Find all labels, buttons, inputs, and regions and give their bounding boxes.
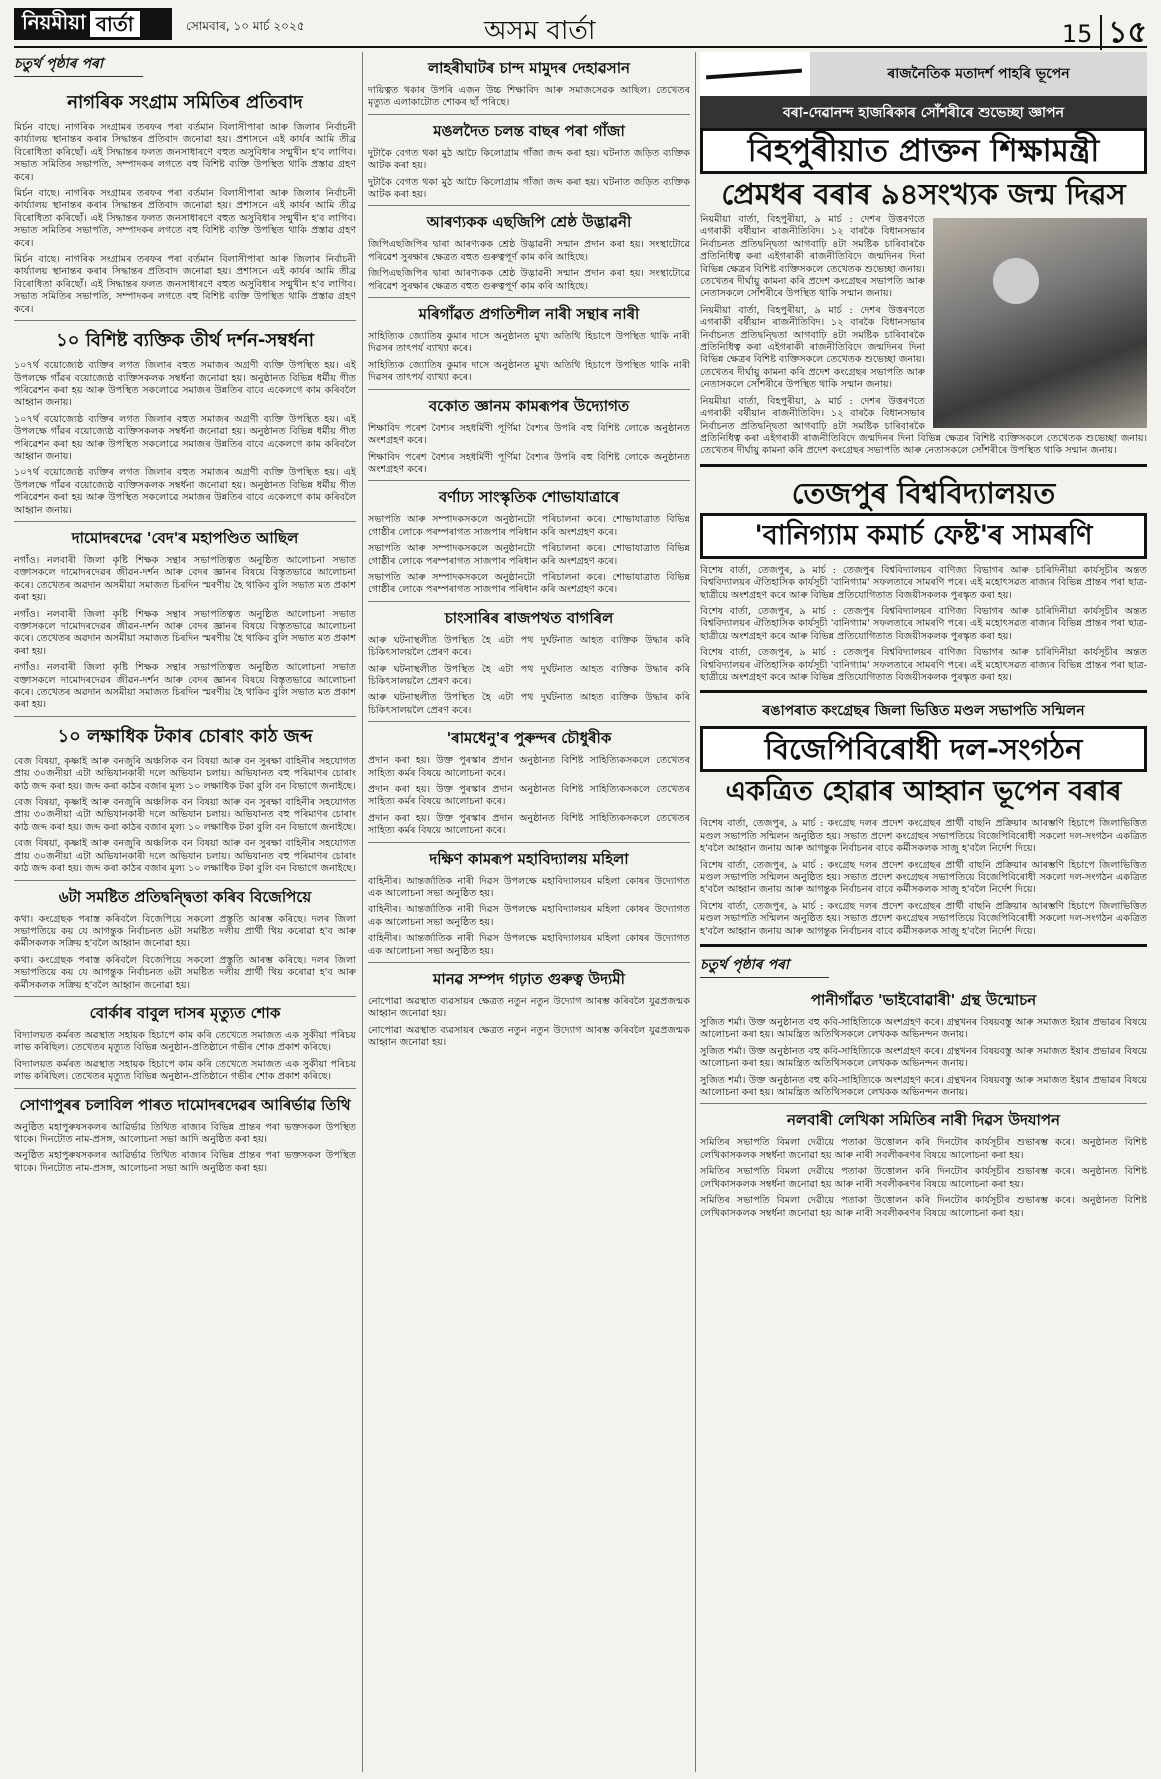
article-body: প্ৰদান কৰা হয়। উক্ত পুৰস্কাৰ প্ৰদান অনুষ্ঠানত বিশিষ্ট সাহিত্যিকসকলে তেখেতৰ সাহিত্য কৰ্মৰ বিষয়ে আলোচনা কৰে। — [368, 755, 690, 779]
article-body: অনুষ্ঠিত মহাপুৰুষসকলৰ আৱিৰ্ভাৱ তিথিত ৰাজ্যৰ বিভিন্ন প্ৰান্তৰ পৰা ভক্তসকল উপস্থিত থাকে। দিনটোত নাম-প্ৰসঙ্গ, আলোচনা সভা আদি অনুষ্ঠিত কৰা হয়। — [14, 1121, 356, 1145]
article-body: বাহিনীৰ। আন্তৰ্জাতিক নাৰী দিৱস উপলক্ষে মহাবিদ্যালয়ৰ মহিলা কোষৰ উদ্যোগত এক আলোচনা সভা অনুষ্ঠিত হয়। — [368, 933, 690, 957]
article-body: ১০৭ৰ্থ বয়োজ্যেষ্ঠ ব্যক্তিৰ লগত জিলাৰ বহুত সমাজৰ অগ্ৰণী ব্যক্তি উপস্থিত হয়। এই উপলক্ষে গাঁৱৰ বয়োজ্যেষ্ঠ ব্যক্তিসকলক সম্বৰ্ধনা জনোৱা হয়। অনুষ্ঠানত বিভিন্ন ধৰ্মীয় গীত পৰিৱেশন কৰা হয় আৰু উপস্থিত সকলোৱে সমাজৰ উন্নতিৰ বাবে একেলগে কাম কৰিবলৈ আহ্বান জনায়। — [14, 360, 356, 409]
article-title[interactable]: আৰণ্যকক এছজিপি শ্ৰেষ্ঠ উদ্ভাৱনী — [426, 213, 632, 232]
logo-text-a: নিয়মীয়া — [22, 9, 86, 34]
article-body: বিশেষ বাৰ্তা, তেজপুৰ, ৯ মাৰ্চ : কংগ্ৰেছ দলৰ প্ৰদেশ কংগ্ৰেছৰ প্ৰাৰ্থী বাছনি প্ৰক্ৰিয়াৰ আৰম্ভণি হিচাপে জিলাভিত্তিত মণ্ডল সভাপতি সন্মিলন অনুষ্ঠিত হয়। সভাত প্ৰদেশ কংগ্ৰেছৰ সভাপতিয়ে বিজেপিবিৰোধী সকলো দল-সংগঠন একত্ৰিত হ'বলৈ আহ্বান জনায় আৰু আগন্তুক নিৰ্বাচনৰ বাবে কৰ্মীসকলক সাজু হ'বলৈ নিৰ্দেশ দিয়ে। — [700, 859, 1147, 896]
article-body: আৰু ঘটনাস্থলীত উপস্থিত হৈ এটা পথ দুৰ্ঘটনাত আহত ব্যক্তিক উদ্ধাৰ কৰি চিকিৎসালয়লৈ প্ৰেৰণ কৰে। — [368, 634, 690, 659]
article-title[interactable]: মৰিগাঁৱত প্ৰগতিশীল নাৰী সন্থাৰ নাৰী — [418, 305, 640, 324]
article-body: সভাপতি আৰু সম্পাদকসকলে অনুষ্ঠানটো পৰিচালনা কৰে। শোভাযাত্ৰাত বিভিন্ন গোষ্ঠীৰ লোকে পৰম্পৰাগত সাজপাৰ পৰিধান কৰি অংশগ্ৰহণ কৰে। — [368, 514, 690, 538]
article-body: বিদ্যালয়ত কৰ্মৰত অৱস্থাত সহায়ক হিচাপে কাম কৰি তেখেতে সমাজত এক সুকীয়া পৰিচয় লাভ কৰিছিল। তেখেতৰ মৃত্যুত বিভিন্ন অনুষ্ঠান-প্ৰতিষ্ঠানে গভীৰ শোক প্ৰকাশ কৰিছে। — [14, 1058, 356, 1083]
article-body: বেজ বিষয়া, কৃষ্ণাই আৰু বনজুৰি অঞ্চলিক বন বিষয়া আৰু বন সুৰক্ষা বাহিনীৰ সহযোগত প্ৰায় ৩০জনীয়া এটা অভিযানকাৰী দলে অভিযান চলায়। অভিযানত বহু পৰিমাণৰ চোৰাং কাঠ জব্দ কৰা হয়। জব্দ কৰা কাঠৰ বজাৰ মূল্য ১০ লক্ষাধিক টকা বুলি বন বিভাগে জনাইছে। — [14, 755, 356, 792]
article-body: নোপোৱা অৱস্থাত ব্যৱসায়ৰ ক্ষেত্ৰত নতুন নতুন উদ্যোগ আৰম্ভ কৰিবলৈ যুৱপ্ৰজন্মক আহ্বান জনোৱা হয়। — [368, 996, 690, 1020]
right-column — [700, 128, 1147, 1772]
article-body: সমিতিৰ সভাপতি বিমলা দেৱীয়ে পতাকা উত্তোলন কৰি দিনটোৰ কাৰ্যসূচীৰ শুভাৰম্ভ কৰে। অনুষ্ঠানত বিশিষ্ট লেখিকাসকলক সম্বৰ্ধনা জনোৱা হয় আৰু নাৰী সবলীকৰণৰ বিষয়ে আলোচনা কৰা হয়। — [700, 1137, 1147, 1161]
article-body: শিক্ষাবিদ পৰেশ বৈশ্যৰ সহধৰ্মিণী পূৰ্ণিমা বৈশ্যৰ উপৰি বহু বিশিষ্ট লোকে অনুষ্ঠানত অংশগ্ৰহণ কৰে। — [368, 422, 690, 447]
article-body: সমিতিৰ সভাপতি বিমলা দেৱীয়ে পতাকা উত্তোলন কৰি দিনটোৰ কাৰ্যসূচীৰ শুভাৰম্ভ কৰে। অনুষ্ঠানত বিশিষ্ট লেখিকাসকলক সম্বৰ্ধনা জনোৱা হয় আৰু নাৰী সবলীকৰণৰ বিষয়ে আলোচনা কৰা হয়। — [700, 1166, 1147, 1190]
divider — [368, 842, 690, 843]
divider — [700, 464, 1147, 467]
article-title[interactable]: নলবাৰী লেখিকা সমিতিৰ নাৰী দিৱস উদযাপন — [786, 1111, 1061, 1130]
article-body: নিয়মীয়া বাৰ্তা, বিহপুৰীয়া, ৯ মাৰ্চ : দেশৰ উত্তৰণতে এগৰাকী বৰ্ষীয়ান ৰাজনীতিবিদ। ১২ বাৰকৈ বিধানসভাৰ নিৰ্বাচনত প্ৰতিদ্বন্দ্বিতা আগবাঢ়ি ৪টা সমষ্টিক চাৰিবাৰকৈ প্ৰতিনিধিত্ব কৰা এইগৰাকী ৰাজনীতিবিদে জন্মদিনৰ দিনা বিভিন্ন ক্ষেত্ৰৰ বিশিষ্ট ব্যক্তিসকলে তেখেতক শুভেচ্ছা জনায়। তেখেতৰ দীৰ্ঘায়ু কামনা কৰি প্ৰদেশ কংগ্ৰেছৰ সভাপতি আৰু নেতাসকলে সোঁশৰীৰে উপস্থিত থাকি সন্মান জনায়। — [700, 214, 925, 300]
article-body: শিক্ষাবিদ পৰেশ বৈশ্যৰ সহধৰ্মিণী পূৰ্ণিমা বৈশ্যৰ উপৰি বহু বিশিষ্ট লোকে অনুষ্ঠানত অংশগ্ৰহণ কৰে। — [368, 451, 690, 475]
article-body: বাহিনীৰ। আন্তৰ্জাতিক নাৰী দিৱস উপলক্ষে মহাবিদ্যালয়ৰ মহিলা কোষৰ উদ্যোগত এক আলোচনা সভা অনুষ্ঠিত হয়। — [368, 904, 690, 928]
continued-label: চতুৰ্থ পৃষ্ঠাৰ পৰা — [14, 52, 143, 77]
logo-text-b: বাৰ্তা — [90, 11, 140, 37]
article-body: দায়িত্বত থকাৰ উপৰি এজন উচ্চ শিক্ষাবিদ আৰু সমাজসেৱক আছিল। তেখেতৰ মৃত্যুত এলাকাটোত শোকৰ ছাঁ পৰিছে। — [368, 85, 690, 109]
article-title[interactable]: ৬টা সমষ্টিত প্ৰতিদ্বন্দ্বিতা কৰিব বিজেপিয়ে — [58, 887, 312, 906]
continued-label: চতুৰ্থ পৃষ্ঠাৰ পৰা — [700, 953, 829, 978]
article-body: সমিতিৰ সভাপতি বিমলা দেৱীয়ে পতাকা উত্তোলন কৰি দিনটোৰ কাৰ্যসূচীৰ শুভাৰম্ভ কৰে। অনুষ্ঠানত বিশিষ্ট লেখিকাসকলক সম্বৰ্ধনা জনোৱা হয় আৰু নাৰী সবলীকৰণৰ বিষয়ে আলোচনা কৰা হয়। — [700, 1195, 1147, 1219]
article-body: বিশেষ বাৰ্তা, তেজপুৰ, ৯ মাৰ্চ : কংগ্ৰেছ দলৰ প্ৰদেশ কংগ্ৰেছৰ প্ৰাৰ্থী বাছনি প্ৰক্ৰিয়াৰ আৰম্ভণি হিচাপে জিলাভিত্তিত মণ্ডল সভাপতি সন্মিলন অনুষ্ঠিত হয়। সভাত প্ৰদেশ কংগ্ৰেছৰ সভাপতিয়ে বিজেপিবিৰোধী সকলো দল-সংগঠন একত্ৰিত হ'বলৈ আহ্বান জনায় আৰু আগন্তুক নিৰ্বাচনৰ বাবে কৰ্মীসকলক সাজু হ'বলৈ নিৰ্দেশ দিয়ে। — [700, 818, 1147, 855]
pen-icon — [700, 52, 810, 96]
divider — [14, 521, 356, 522]
article-body: বিশেষ বাৰ্তা, তেজপুৰ, ৯ মাৰ্চ : তেজপুৰ বিশ্ববিদ্যালয়ৰ বাণিজ্য বিভাগৰ আৰু চাৰিদিনীয়া কাৰ্যসূচীৰ অন্তত বিশ্ববিদ্যালয়ৰ ঐতিহাসিক কাৰ্যসূচী 'বানিগ্যাম' সফলতাৰে সামৰণি পৰে। এই মহোৎসৱত ৰাজ্যৰ বিভিন্ন প্ৰান্তৰ পৰা ছাত্ৰ-ছাত্ৰীয়ে অংশগ্ৰহণ কৰে আৰু বিভিন্ন প্ৰতিযোগিতাত বিজয়ীসকলক পুৰস্কৃত কৰা হয়। — [700, 564, 1147, 601]
lead-headline-2[interactable]: প্ৰেমধৰ বৰাৰ ৯৪সংখ্যক জন্ম দিৱস — [721, 177, 1126, 211]
page-number-local: ১৫ — [1100, 15, 1147, 50]
article-body: বিদ্যালয়ত কৰ্মৰত অৱস্থাত সহায়ক হিচাপে কাম কৰি তেখেতে সমাজত এক সুকীয়া পৰিচয় লাভ কৰিছিল। তেখেতৰ মৃত্যুত বিভিন্ন অনুষ্ঠান-প্ৰতিষ্ঠানে গভীৰ শোক প্ৰকাশ কৰিছে। — [14, 1029, 356, 1054]
article-body: নগাঁও। নলবাৰী জিলা কৃষ্টি শিক্ষক সন্থাৰ সভাপতিত্বত অনুষ্ঠিত আলোচনা সভাত বক্তাসকলে দামোদৰদেৱৰ জীৱন-দৰ্শন আৰু বেদৰ জ্ঞানৰ বিষয়ে বিস্তৃতভাৱে আলোচনা কৰে। তেখেতৰ অৱদান অসমীয়া সমাজত চিৰদিন স্মৰণীয় হৈ থাকিব বুলি সভাত মত প্ৰকাশ কৰা হয়। — [14, 554, 356, 604]
banner-line-1[interactable]: ৰাজনৈতিক মতাদৰ্শ পাহৰি ভূপেন — [887, 66, 1070, 82]
article-title[interactable]: বৰ্ণাঢ্য সাংস্কৃতিক শোভাযাত্ৰাৰে — [438, 488, 620, 507]
article-body: বিশেষ বাৰ্তা, তেজপুৰ, ৯ মাৰ্চ : তেজপুৰ বিশ্ববিদ্যালয়ৰ বাণিজ্য বিভাগৰ আৰু চাৰিদিনীয়া কাৰ্যসূচীৰ অন্তত বিশ্ববিদ্যালয়ৰ ঐতিহাসিক কাৰ্যসূচী 'বানিগ্যাম' সফলতাৰে সামৰণি পৰে। এই মহোৎসৱত ৰাজ্যৰ বিভিন্ন প্ৰান্তৰ পৰা ছাত্ৰ-ছাত্ৰীয়ে অংশগ্ৰহণ কৰে আৰু বিভিন্ন প্ৰতিযোগিতাত বিজয়ীসকলক পুৰস্কৃত কৰা হয়। — [700, 605, 1147, 642]
article-title[interactable]: সোণাপুৰৰ চলাবিল পাৰত দামোদৰদেৱৰ আৰিৰ্ভাৱ তিথি — [19, 1095, 351, 1114]
article-title[interactable]: ১০ বিশিষ্ট ব্যক্তিক তীৰ্থ দৰ্শন-সম্বৰ্ধনা — [56, 330, 314, 352]
article-body: অনুষ্ঠিত মহাপুৰুষসকলৰ আৱিৰ্ভাৱ তিথিত ৰাজ্যৰ বিভিন্ন প্ৰান্তৰ পৰা ভক্তসকল উপস্থিত থাকে। দিনটোত নাম-প্ৰসঙ্গ, আলোচনা সভা আদি অনুষ্ঠিত কৰা হয়। — [14, 1150, 356, 1174]
article-title[interactable]: চাংসাৰিৰ ৰাজপথত বাগৰিল — [444, 608, 614, 627]
newspaper-logo[interactable] — [14, 8, 172, 40]
university-headline-2[interactable]: 'বানিগ্যাম কমাৰ্চ ফেষ্ট'ৰ সামৰণি — [700, 513, 1147, 559]
article-body: নিয়মীয়া বাৰ্তা, বিহপুৰীয়া, ৯ মাৰ্চ : দেশৰ উত্তৰণতে এগৰাকী বৰ্ষীয়ান ৰাজনীতিবিদ। ১২ বাৰকৈ বিধানসভাৰ নিৰ্বাচনত প্ৰতিদ্বন্দ্বিতা আগবাঢ়ি ৪টা সমষ্টিক চাৰিবাৰকৈ প্ৰতিনিধিত্ব কৰা এইগৰাকী ৰাজনীতিবিদে জন্মদিনৰ দিনা বিভিন্ন ক্ষেত্ৰৰ বিশিষ্ট ব্যক্তিসকলে তেখেতক শুভেচ্ছা জনায়। তেখেতৰ দীৰ্ঘায়ু কামনা কৰি প্ৰদেশ কংগ্ৰেছৰ সভাপতি আৰু নেতাসকলে সোঁশৰীৰে উপস্থিত থাকি সন্মান জনায়। — [700, 395, 1147, 457]
article-body: আৰু ঘটনাস্থলীত উপস্থিত হৈ এটা পথ দুৰ্ঘটনাত আহত ব্যক্তিক উদ্ধাৰ কৰি চিকিৎসালয়লৈ প্ৰেৰণ কৰে। — [368, 692, 690, 716]
article-body: নিয়মীয়া বাৰ্তা, বিহপুৰীয়া, ৯ মাৰ্চ : দেশৰ উত্তৰণতে এগৰাকী বৰ্ষীয়ান ৰাজনীতিবিদ। ১২ বাৰকৈ বিধানসভাৰ নিৰ্বাচনত প্ৰতিদ্বন্দ্বিতা আগবাঢ়ি ৪টা সমষ্টিক চাৰিবাৰকৈ প্ৰতিনিধিত্ব কৰা এইগৰাকী ৰাজনীতিবিদে জন্মদিনৰ দিনা বিভিন্ন ক্ষেত্ৰৰ বিশিষ্ট ব্যক্তিসকলে তেখেতক শুভেচ্ছা জনায়। তেখেতৰ দীৰ্ঘায়ু কামনা কৰি প্ৰদেশ কংগ্ৰেছৰ সভাপতি আৰু নেতাসকলে সোঁশৰীৰে উপস্থিত থাকি সন্মান জনায়। — [700, 304, 925, 391]
page-number-latin: 15 — [1061, 20, 1093, 48]
divider — [368, 389, 690, 390]
issue-date: সোমবাৰ, ১০ মাৰ্চ ২০২৫ — [186, 19, 305, 33]
divider — [368, 297, 690, 298]
divider — [368, 205, 690, 206]
divider — [14, 1088, 356, 1089]
divider — [14, 996, 356, 997]
column-rule — [362, 52, 363, 1772]
divider — [368, 480, 690, 481]
article-body: প্ৰদান কৰা হয়। উক্ত পুৰস্কাৰ প্ৰদান অনুষ্ঠানত বিশিষ্ট সাহিত্যিকসকলে তেখেতৰ সাহিত্য কৰ্মৰ বিষয়ে আলোচনা কৰে। — [368, 812, 690, 837]
masthead — [14, 6, 1147, 48]
article-body: সভাপতি আৰু সম্পাদকসকলে অনুষ্ঠানটো পৰিচালনা কৰে। শোভাযাত্ৰাত বিভিন্ন গোষ্ঠীৰ লোকে পৰম্পৰাগত সাজপাৰ পৰিধান কৰি অংশগ্ৰহণ কৰে। — [368, 571, 690, 596]
article-body: ১০৭ৰ্থ বয়োজ্যেষ্ঠ ব্যক্তিৰ লগত জিলাৰ বহুত সমাজৰ অগ্ৰণী ব্যক্তি উপস্থিত হয়। এই উপলক্ষে গাঁৱৰ বয়োজ্যেষ্ঠ ব্যক্তিসকলক সম্বৰ্ধনা জনোৱা হয়। অনুষ্ঠানত বিভিন্ন ধৰ্মীয় গীত পৰিৱেশন কৰা হয় আৰু উপস্থিত সকলোৱে সমাজৰ উন্নতিৰ বাবে একেলগে কাম কৰিবলৈ আহ্বান জনায়। — [14, 467, 356, 516]
article-body: মিৰ্চন বাছে। নাগৰিক সংগ্ৰামৰ তৰফৰ পৰা বৰ্তমান বিলাসীপাৰা আৰু জিলাৰ নিৰ্বাচনী কাৰ্য্যালয় স্থানান্তৰ কৰাৰ সিদ্ধান্তৰ প্ৰতিবাদ জনোৱা হয়। প্ৰশাসনে এই কাৰ্যৰ আমি তীব্ৰ বিৰোধিতা কৰিছোঁ। এই সিদ্ধান্তৰ ফলত জনসাধাৰণে বহুত অসুবিধাৰ সন্মুখীন হ'ব লাগিব। সভাত সমিতিৰ সভাপতি, সম্পাদকৰ লগতে বহু বিশিষ্ট ব্যক্তি উপস্থিত থাকি প্ৰস্তাৱ গ্ৰহণ কৰে। — [14, 188, 356, 249]
birthday-photo[interactable] — [933, 218, 1147, 428]
divider — [700, 1103, 1147, 1104]
article-body: নোপোৱা অৱস্থাত ব্যৱসায়ৰ ক্ষেত্ৰত নতুন নতুন উদ্যোগ আৰম্ভ কৰিবলৈ যুৱপ্ৰজন্মক আহ্বান জনোৱা হয়। — [368, 1024, 690, 1049]
article-body: সভাপতি আৰু সম্পাদকসকলে অনুষ্ঠানটো পৰিচালনা কৰে। শোভাযাত্ৰাত বিভিন্ন গোষ্ঠীৰ লোকে পৰম্পৰাগত সাজপাৰ পৰিধান কৰি অংশগ্ৰহণ কৰে। — [368, 543, 690, 567]
article-body: বেজ বিষয়া, কৃষ্ণাই আৰু বনজুৰি অঞ্চলিক বন বিষয়া আৰু বন সুৰক্ষা বাহিনীৰ সহযোগত প্ৰায় ৩০জনীয়া এটা অভিযানকাৰী দলে অভিযান চলায়। অভিযানত বহু পৰিমাণৰ চোৰাং কাঠ জব্দ কৰা হয়। জব্দ কৰা কাঠৰ বজাৰ মূল্য ১০ লক্ষাধিক টকা বুলি বন বিভাগে জনাইছে। — [14, 838, 356, 875]
article-body: সাহিত্যিক জ্যোতিষ কুমাৰ দাসে অনুষ্ঠানত মুখ্য অতিথি হিচাপে উপস্থিত থাকি নাৰী দিৱসৰ তাৎপৰ্য ব্যাখ্যা কৰে। — [368, 359, 690, 384]
article-title[interactable]: পানীগাঁৱত 'ভাইবোৱাৰী' গ্ৰন্থ উন্মোচন — [810, 991, 1037, 1010]
article-body: বিশেষ বাৰ্তা, তেজপুৰ, ৯ মাৰ্চ : তেজপুৰ বিশ্ববিদ্যালয়ৰ বাণিজ্য বিভাগৰ আৰু চাৰিদিনীয়া কাৰ্যসূচীৰ অন্তত বিশ্ববিদ্যালয়ৰ ঐতিহাসিক কাৰ্যসূচী 'বানিগ্যাম' সফলতাৰে সামৰণি পৰে। এই মহোৎসৱত ৰাজ্যৰ বিভিন্ন প্ৰান্তৰ পৰা ছাত্ৰ-ছাত্ৰীয়ে অংশগ্ৰহণ কৰে আৰু বিভিন্ন প্ৰতিযোগিতাত বিজয়ীসকলক পুৰস্কৃত কৰা হয়। — [700, 647, 1147, 683]
divider — [368, 601, 690, 602]
article-body: কথা। কংগ্ৰেছক পৰাস্ত কৰিবলৈ বিজেপিয়ে সকলো প্ৰস্তুতি আৰম্ভ কৰিছে। দলৰ জিলা সভাপতিয়ে কয় যে আগন্তুক নিৰ্বাচনত ৬টা সমষ্টিত দলীয় প্ৰাৰ্থী থিয় কৰোৱা হ'ব আৰু কৰ্মীসকলক সক্ৰিয় হ'বলৈ আহ্বান জনোৱা হয়। — [14, 954, 356, 991]
university-headline-1[interactable]: তেজপুৰ বিশ্ববিদ্যালয়ত — [791, 475, 1056, 510]
article-body: নগাঁও। নলবাৰী জিলা কৃষ্টি শিক্ষক সন্থাৰ সভাপতিত্বত অনুষ্ঠিত আলোচনা সভাত বক্তাসকলে দামোদৰদেৱৰ জীৱন-দৰ্শন আৰু বেদৰ জ্ঞানৰ বিষয়ে বিস্তৃতভাৱে আলোচনা কৰে। তেখেতৰ অৱদান অসমীয়া সমাজত চিৰদিন স্মৰণীয় হৈ থাকিব বুলি সভাত মত প্ৰকাশ কৰা হয়। — [14, 608, 356, 657]
article-body: জিপিএছজিপিৰ দ্বাৰা আৰণ্যকক শ্ৰেষ্ঠ উদ্ভাৱনী সন্মান প্ৰদান কৰা হয়। সংস্থাটোৱে পৰিৱেশ সুৰক্ষাৰ ক্ষেত্ৰত বহুত গুৰুত্বপূৰ্ণ কাম কৰি আহিছে। — [368, 239, 690, 263]
article-title[interactable]: বকোত জ্ঞানম কামৰূপৰ উদ্যোগত — [428, 396, 630, 415]
lead-headline-1[interactable]: বিহপুৰীয়াত প্ৰাক্তন শিক্ষামন্ত্ৰী — [700, 128, 1147, 174]
article-body: বেজ বিষয়া, কৃষ্ণাই আৰু বনজুৰি অঞ্চলিক বন বিষয়া আৰু বন সুৰক্ষা বাহিনীৰ সহযোগত প্ৰায় ৩০জনীয়া এটা অভিযানকাৰী দলে অভিযান চলায়। অভিযানত বহু পৰিমাণৰ চোৰাং কাঠ জব্দ কৰা হয়। জব্দ কৰা কাঠৰ বজাৰ মূল্য ১০ লক্ষাধিক টকা বুলি বন বিভাগে জনাইছে। — [14, 797, 356, 833]
article-body: দুটাকৈ বেগত থকা মুঠ আঢৈ কিলোগ্ৰাম গাঁজা জব্দ কৰা হয়। ঘটনাত জড়িত ব্যক্তিক আটক কৰা হয়। — [368, 176, 690, 201]
article-title[interactable]: ১০ লক্ষাধিক টকাৰ চোৰাং কাঠ জব্দ — [57, 725, 313, 747]
article-body: কথা। কংগ্ৰেছক পৰাস্ত কৰিবলৈ বিজেপিয়ে সকলো প্ৰস্তুতি আৰম্ভ কৰিছে। দলৰ জিলা সভাপতিয়ে কয় যে আগন্তুক নিৰ্বাচনত ৬টা সমষ্টিত দলীয় প্ৰাৰ্থী থিয় কৰোৱা হ'ব আৰু কৰ্মীসকলক সক্ৰিয় হ'বলৈ আহ্বান জনোৱা হয়। — [14, 913, 356, 950]
article-body: বাহিনীৰ। আন্তৰ্জাতিক নাৰী দিৱস উপলক্ষে মহাবিদ্যালয়ৰ মহিলা কোষৰ উদ্যোগত এক আলোচনা সভা অনুষ্ঠিত হয়। — [368, 875, 690, 900]
article-body: নগাঁও। নলবাৰী জিলা কৃষ্টি শিক্ষক সন্থাৰ সভাপতিত্বত অনুষ্ঠিত আলোচনা সভাত বক্তাসকলে দামোদৰদেৱৰ জীৱন-দৰ্শন আৰু বেদৰ জ্ঞানৰ বিষয়ে বিস্তৃতভাৱে আলোচনা কৰে। তেখেতৰ অৱদান অসমীয়া সমাজত চিৰদিন স্মৰণীয় হৈ থাকিব বুলি সভাত মত প্ৰকাশ কৰা হয়। — [14, 662, 356, 711]
article-title[interactable]: বোৰ্কাৰ বাবুল দাসৰ মৃত্যুত শোক — [89, 1003, 281, 1022]
banner-line-2[interactable]: বৰা-দেৱানন্দ হাজৰিকাৰ সোঁশৰীৰে শুভেচ্ছা জ্ঞাপন — [700, 96, 1147, 130]
article-body: সুজিত শৰ্মা। উক্ত অনুষ্ঠানত বহু কবি-সাহিত্যিকে অংশগ্ৰহণ কৰে। গ্ৰন্থখনৰ বিষয়বস্তু আৰু সমাজত ইয়াৰ প্ৰভাৱৰ বিষয়ে আলোচনা কৰা হয়। আমন্ত্ৰিত অতিথিসকলে লেখকক অভিনন্দন জনায়। — [700, 1045, 1147, 1070]
article-body: সাহিত্যিক জ্যোতিষ কুমাৰ দাসে অনুষ্ঠানত মুখ্য অতিথি হিচাপে উপস্থিত থাকি নাৰী দিৱসৰ তাৎপৰ্য ব্যাখ্যা কৰে। — [368, 331, 690, 355]
column-rule — [695, 52, 696, 1772]
divider — [368, 721, 690, 722]
divider — [14, 880, 356, 881]
article-title[interactable]: দক্ষিণ কামৰূপ মহাবিদ্যালয় মহিলা — [429, 849, 629, 868]
article-body: জিপিএছজিপিৰ দ্বাৰা আৰণ্যকক শ্ৰেষ্ঠ উদ্ভাৱনী সন্মান প্ৰদান কৰা হয়। সংস্থাটোৱে পৰিৱেশ সুৰক্ষাৰ ক্ষেত্ৰত বহুত গুৰুত্বপূৰ্ণ কাম কৰি আহিছে। — [368, 268, 690, 292]
article-body: সুজিত শৰ্মা। উক্ত অনুষ্ঠানত বহু কবি-সাহিত্যিকে অংশগ্ৰহণ কৰে। গ্ৰন্থখনৰ বিষয়বস্তু আৰু সমাজত ইয়াৰ প্ৰভাৱৰ বিষয়ে আলোচনা কৰা হয়। আমন্ত্ৰিত অতিথিসকলে লেখকক অভিনন্দন জনায়। — [700, 1074, 1147, 1099]
article-body: প্ৰদান কৰা হয়। উক্ত পুৰস্কাৰ প্ৰদান অনুষ্ঠানত বিশিষ্ট সাহিত্যিকসকলে তেখেতৰ সাহিত্য কৰ্মৰ বিষয়ে আলোচনা কৰে। — [368, 784, 690, 808]
divider — [700, 944, 1147, 947]
congress-headline-1[interactable]: বিজেপিবিৰোধী দল-সংগঠন — [700, 726, 1147, 772]
divider — [700, 690, 1147, 693]
divider — [14, 320, 356, 321]
article-body: সুজিত শৰ্মা। উক্ত অনুষ্ঠানত বহু কবি-সাহিত্যিকে অংশগ্ৰহণ কৰে। গ্ৰন্থখনৰ বিষয়বস্তু আৰু সমাজত ইয়াৰ প্ৰভাৱৰ বিষয়ে আলোচনা কৰা হয়। আমন্ত্ৰিত অতিথিসকলে লেখকক অভিনন্দন জনায়। — [700, 1017, 1147, 1041]
article-body: মিৰ্চন বাছে। নাগৰিক সংগ্ৰামৰ তৰফৰ পৰা বৰ্তমান বিলাসীপাৰা আৰু জিলাৰ নিৰ্বাচনী কাৰ্য্যালয় স্থানান্তৰ কৰাৰ সিদ্ধান্তৰ প্ৰতিবাদ জনোৱা হয়। প্ৰশাসনে এই কাৰ্যৰ আমি তীব্ৰ বিৰোধিতা কৰিছোঁ। এই সিদ্ধান্তৰ ফলত জনসাধাৰণে বহুত অসুবিধাৰ সন্মুখীন হ'ব লাগিব। সভাত সমিতিৰ সভাপতি, সম্পাদকৰ লগতে বহু বিশিষ্ট ব্যক্তি উপস্থিত থাকি প্ৰস্তাৱ গ্ৰহণ কৰে। — [14, 254, 356, 315]
article-body: ১০৭ৰ্থ বয়োজ্যেষ্ঠ ব্যক্তিৰ লগত জিলাৰ বহুত সমাজৰ অগ্ৰণী ব্যক্তি উপস্থিত হয়। এই উপলক্ষে গাঁৱৰ বয়োজ্যেষ্ঠ ব্যক্তিসকলক সম্বৰ্ধনা জনোৱা হয়। অনুষ্ঠানত বিভিন্ন ধৰ্মীয় গীত পৰিৱেশন কৰা হয় আৰু উপস্থিত সকলোৱে সমাজৰ উন্নতিৰ বাবে একেলগে কাম কৰিবলৈ আহ্বান জনায়। — [14, 413, 356, 462]
article-body: বিশেষ বাৰ্তা, তেজপুৰ, ৯ মাৰ্চ : কংগ্ৰেছ দলৰ প্ৰদেশ কংগ্ৰেছৰ প্ৰাৰ্থী বাছনি প্ৰক্ৰিয়াৰ আৰম্ভণি হিচাপে জিলাভিত্তিত মণ্ডল সভাপতি সন্মিলন অনুষ্ঠিত হয়। সভাত প্ৰদেশ কংগ্ৰেছৰ সভাপতিয়ে বিজেপিবিৰোধী সকলো দল-সংগঠন একত্ৰিত হ'বলৈ আহ্বান জনায় আৰু আগন্তুক নিৰ্বাচনৰ বাবে কৰ্মীসকলক সাজু হ'বলৈ নিৰ্দেশ দিয়ে। — [700, 900, 1147, 937]
article-body: মিৰ্চন বাছে। নাগৰিক সংগ্ৰামৰ তৰফৰ পৰা বৰ্তমান বিলাসীপাৰা আৰু জিলাৰ নিৰ্বাচনী কাৰ্য্যালয় স্থানান্তৰ কৰাৰ সিদ্ধান্তৰ প্ৰতিবাদ জনোৱা হয়। প্ৰশাসনে এই কাৰ্যৰ আমি তীব্ৰ বিৰোধিতা কৰিছোঁ। এই সিদ্ধান্তৰ ফলত জনসাধাৰণে বহুত অসুবিধাৰ সন্মুখীন হ'ব লাগিব। সভাত সমিতিৰ সভাপতি, সম্পাদকৰ লগতে বহু বিশিষ্ট ব্যক্তি উপস্থিত থাকি প্ৰস্তাৱ গ্ৰহণ কৰে। — [14, 122, 356, 183]
article-title[interactable]: দামোদৰদেৱ 'বেদ'ৰ মহাপণ্ডিত আছিল — [71, 528, 299, 547]
article-title[interactable]: নাগৰিক সংগ্ৰাম সমিতিৰ প্ৰতিবাদ — [67, 92, 303, 113]
kicker[interactable]: ৰঙাপৰাত কংগ্ৰেছৰ জিলা ভিত্তিত মণ্ডল সভাপতি সন্মিলন — [762, 703, 1085, 720]
article-title[interactable]: মানৱ সম্পদ গঢ়াত গুৰুত্ব উদ্যমী — [433, 970, 625, 989]
article-body: আৰু ঘটনাস্থলীত উপস্থিত হৈ এটা পথ দুৰ্ঘটনাত আহত ব্যক্তিক উদ্ধাৰ কৰি চিকিৎসালয়লৈ প্ৰেৰণ কৰে। — [368, 663, 690, 687]
divider — [368, 114, 690, 115]
left-column — [14, 52, 356, 1772]
middle-column — [368, 52, 690, 1772]
article-title[interactable]: 'ৰামধেনু'ৰ পুৰুন্দৰ চৌধুৰীক — [446, 729, 612, 748]
divider — [14, 716, 356, 717]
article-body: দুটাকৈ বেগত থকা মুঠ আঢৈ কিলোগ্ৰাম গাঁজা জব্দ কৰা হয়। ঘটনাত জড়িত ব্যক্তিক আটক কৰা হয়। — [368, 147, 690, 172]
banner-header — [700, 52, 1147, 96]
article-title[interactable]: মঙলদৈত চলন্ত বাছৰ পৰা গাঁজা — [433, 121, 625, 140]
section-title: অসম বাৰ্তা — [484, 16, 596, 46]
top-banner — [700, 52, 1147, 130]
divider — [368, 962, 690, 963]
article-title[interactable]: লাহৰীঘাটৰ চান্দ মামুদৰ দেহাৱসান — [427, 59, 631, 77]
congress-headline-2[interactable]: একত্ৰিত হোৱাৰ আহ্বান ভূপেন বৰাৰ — [725, 776, 1122, 808]
